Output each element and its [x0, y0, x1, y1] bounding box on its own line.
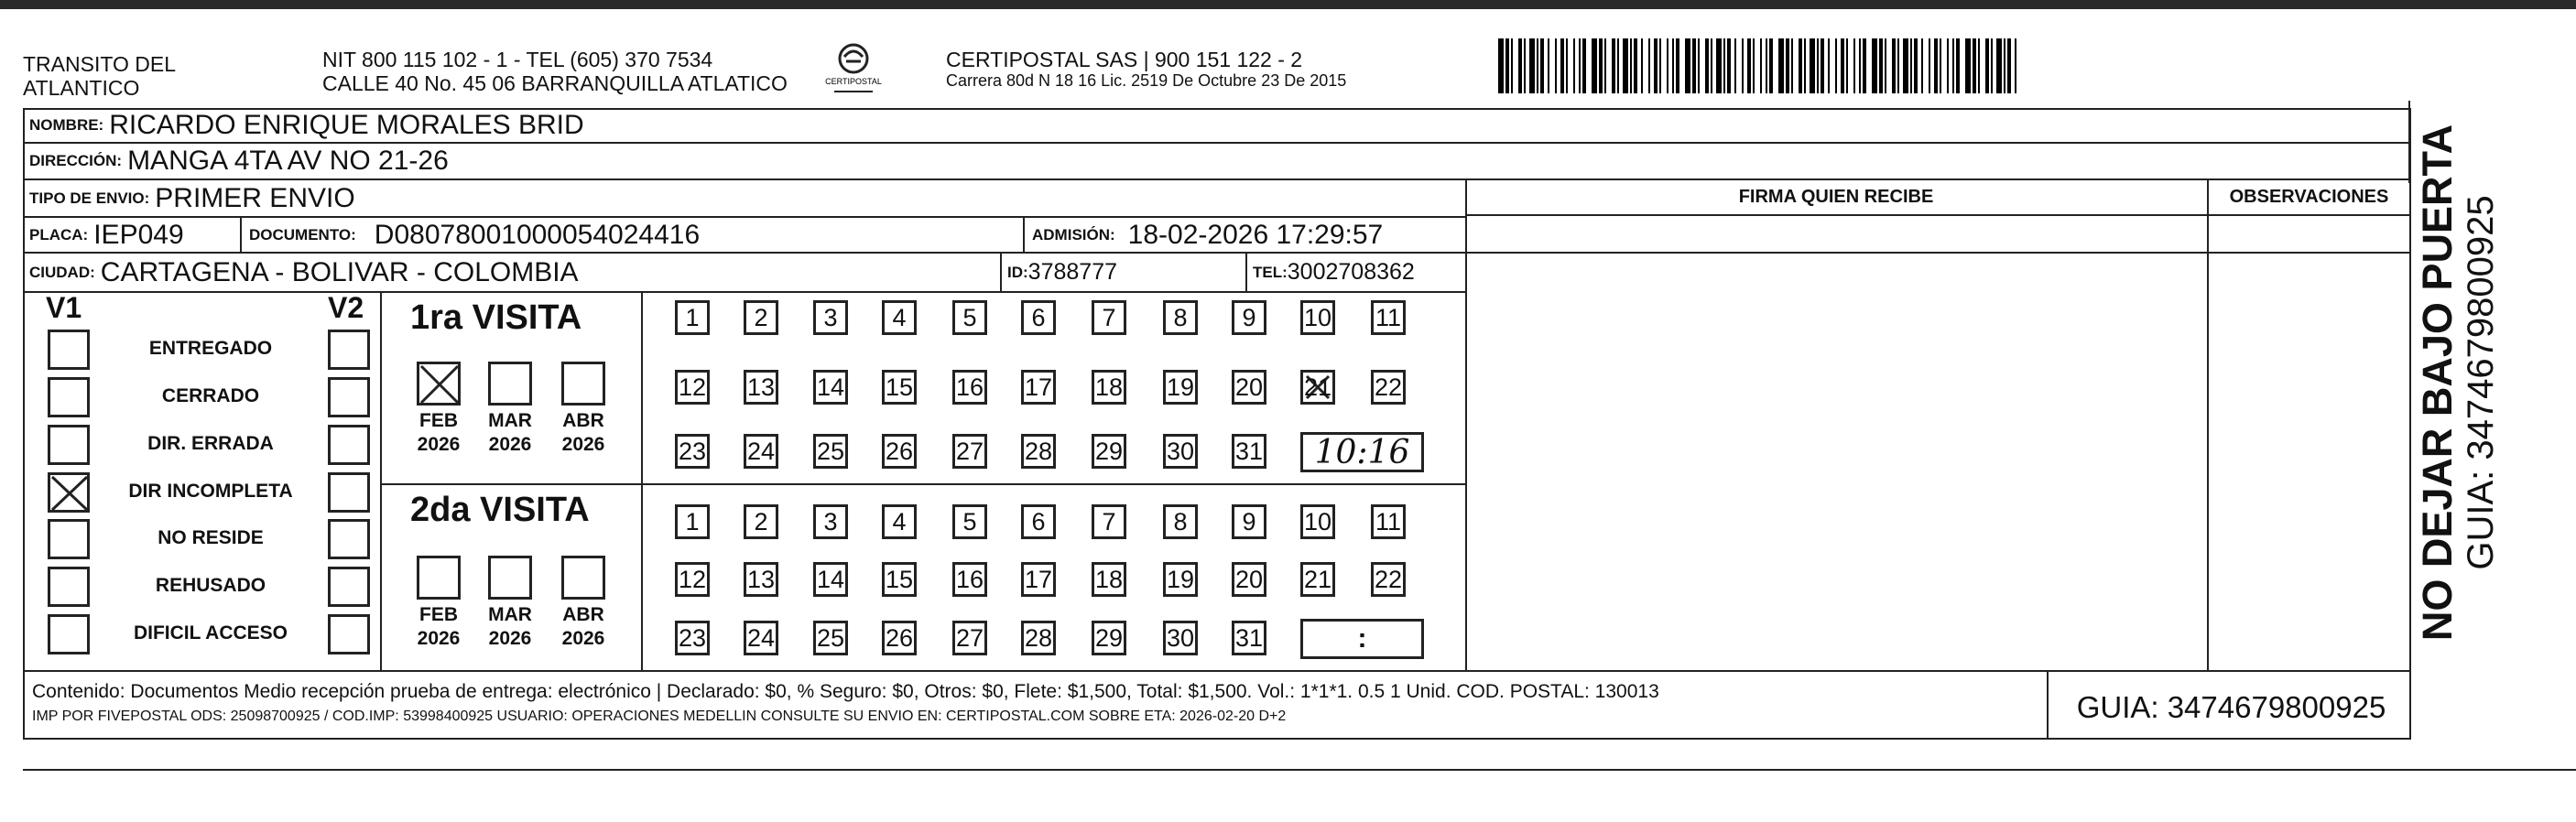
month-checkbox[interactable]	[561, 556, 605, 600]
day-checkbox[interactable]: 1	[675, 300, 710, 335]
day-checkbox[interactable]: 4	[882, 300, 917, 335]
day-checkbox[interactable]: 28	[1021, 621, 1056, 655]
shipment-type-row: TIPO DE ENVIO: PRIMER ENVIO	[29, 182, 355, 213]
month-checkbox[interactable]	[417, 362, 461, 406]
day-checkbox[interactable]: 22	[1371, 562, 1406, 597]
barcode-bar	[1566, 38, 1568, 93]
barcode-bar	[1537, 38, 1538, 93]
day-checkbox[interactable]: 12	[675, 562, 710, 597]
barcode-bar	[1685, 38, 1690, 93]
barcode-bar	[1973, 38, 1976, 93]
barcode-bar	[1947, 38, 1949, 93]
day-checkbox[interactable]: 16	[952, 562, 987, 597]
day-checkbox[interactable]: 15	[882, 562, 917, 597]
barcode-bar	[1910, 38, 1912, 93]
certipostal-logo	[825, 42, 882, 97]
barcode-bar	[1897, 38, 1899, 93]
day-checkbox[interactable]: 25	[813, 621, 848, 655]
plate-field: PLACA: IEP049	[29, 219, 184, 250]
day-checkbox[interactable]: 31	[1232, 621, 1266, 655]
day-checkbox[interactable]: 17	[1021, 562, 1056, 597]
barcode-bar	[1863, 38, 1866, 93]
day-checkbox[interactable]	[1300, 370, 1335, 405]
month-name: ABR	[562, 604, 604, 625]
barcode-bar	[1753, 38, 1755, 93]
barcode-bar	[1879, 38, 1883, 93]
barcode-bar	[1885, 38, 1886, 93]
month-label	[554, 409, 613, 457]
v2-header: V2	[328, 291, 364, 324]
barcode-bar	[1698, 38, 1700, 93]
v2-checkbox[interactable]	[328, 330, 370, 370]
print-info-line: IMP POR FIVEPOSTAL ODS: 25098700925 / COD.IMP: 53998400925 USUARIO: OPERACIONES MEDELLIN CONSULTE SU ENVIO EN: CERTIPOSTAL.COM SOBRE ETA: 2026-02-20 D+2	[32, 708, 1287, 724]
barcode-bar	[1723, 38, 1725, 93]
status-label: DIR INCOMPLETA	[128, 481, 293, 502]
barcode-bar	[1769, 38, 1773, 93]
x-mark-icon	[418, 362, 462, 411]
day-checkbox[interactable]: 8	[1163, 504, 1198, 539]
barcode-bar	[1914, 38, 1918, 93]
day-checkbox[interactable]: 18	[1092, 370, 1126, 405]
barcode-bar	[1654, 38, 1658, 93]
sender-details: NIT 800 115 102 - 1 - TEL (605) 370 7534 CALLE 40 No. 45 06 BARRANQUILLA ATLATICO	[322, 48, 788, 95]
svg-text:CERTIPOSTAL: CERTIPOSTAL	[825, 77, 882, 86]
barcode-bar	[1711, 38, 1712, 93]
day-checkbox[interactable]: 20	[1232, 370, 1266, 405]
x-mark-icon	[49, 473, 91, 518]
barcode-bar	[1846, 38, 1848, 93]
second-visit-time-field[interactable]: :	[1300, 619, 1424, 659]
barcode-bar	[2015, 38, 2016, 93]
month-name: ABR	[562, 410, 604, 431]
observations-area[interactable]	[2209, 217, 2409, 669]
v1-checkbox[interactable]	[48, 614, 90, 654]
barcode-bar	[1604, 38, 1606, 93]
barcode-bar	[2007, 38, 2011, 93]
day-checkbox[interactable]: 26	[882, 434, 917, 469]
v1-checkbox[interactable]	[48, 472, 90, 513]
contents-line: Contenido: Documentos Medio recepción prueba de entrega: electrónico | Declarado: $0, % Seguro: $0, Otros: $0, Flete: $1,500, Total: $1,500. Vol.: 1*1*1. 0.5 1 Unid. COD. POSTAL: 130013	[32, 681, 1659, 702]
barcode-bar	[1573, 38, 1575, 93]
barcode-bar	[1648, 38, 1650, 93]
day-checkbox[interactable]: 14	[813, 370, 848, 405]
v2-checkbox[interactable]	[328, 377, 370, 417]
barcode-bar	[1524, 38, 1526, 93]
observations-column-header: OBSERVACIONES	[2229, 187, 2389, 207]
v2-checkbox[interactable]	[328, 567, 370, 607]
barcode-bar	[1599, 38, 1603, 93]
first-visit-time-field[interactable]: 10:16	[1300, 432, 1424, 472]
barcode-bar	[1835, 38, 1837, 93]
day-checkbox[interactable]: 14	[813, 562, 848, 597]
barcode-bar	[1659, 38, 1661, 93]
day-checkbox[interactable]: 26	[882, 621, 917, 655]
day-checkbox[interactable]: 17	[1021, 370, 1056, 405]
month-checkbox[interactable]	[488, 362, 532, 406]
cut-line	[23, 769, 2576, 771]
barcode-bar	[1985, 38, 1989, 93]
month-year: 2026	[417, 434, 461, 455]
day-checkbox[interactable]: 3	[813, 300, 848, 335]
month-label	[554, 603, 613, 651]
first-visit-title: 1ra VISITA	[410, 298, 582, 337]
day-checkbox[interactable]: 7	[1092, 300, 1126, 335]
barcode-bar	[1617, 38, 1619, 93]
month-year: 2026	[417, 628, 461, 649]
day-checkbox[interactable]: 13	[744, 370, 778, 405]
barcode-bar	[1623, 38, 1628, 93]
document-field: DOCUMENTO: D08078001000054024416	[249, 219, 701, 250]
day-checkbox[interactable]: 4	[882, 504, 917, 539]
day-checkbox[interactable]: 29	[1092, 434, 1126, 469]
footer-guide-number: GUIA: 3474679800925	[2076, 690, 2386, 724]
no-under-door-warning: NO DEJAR BAJO PUERTA	[2414, 124, 2461, 642]
day-checkbox[interactable]: 24	[744, 434, 778, 469]
barcode-bar	[1929, 38, 1930, 93]
month-name: FEB	[419, 604, 458, 625]
day-number: 21	[1303, 373, 1332, 401]
v1-checkbox[interactable]	[48, 425, 90, 465]
day-checkbox[interactable]: 6	[1021, 504, 1056, 539]
day-checkbox[interactable]: 3	[813, 504, 848, 539]
day-checkbox[interactable]: 30	[1163, 434, 1198, 469]
day-checkbox[interactable]: 23	[675, 434, 710, 469]
barcode-bar	[1612, 38, 1615, 93]
admission-field: ADMISIÓN: 18-02-2026 17:29:57	[1032, 219, 1384, 250]
barcode-bar	[1859, 38, 1861, 93]
barcode-bar	[1940, 38, 1941, 93]
month-name: FEB	[419, 410, 458, 431]
v2-checkbox[interactable]	[328, 472, 370, 513]
barcode-bar	[1821, 38, 1824, 93]
barcode-bar	[1727, 38, 1731, 93]
barcode-bar	[1786, 38, 1789, 93]
scan-top-edge	[0, 0, 2576, 9]
status-label: ENTREGADO	[148, 338, 273, 359]
barcode-bar	[1742, 38, 1744, 93]
day-checkbox[interactable]: 23	[675, 621, 710, 655]
month-label	[481, 409, 539, 457]
day-checkbox[interactable]: 27	[952, 621, 987, 655]
month-label	[409, 409, 468, 457]
barcode-bar	[1791, 38, 1793, 93]
barcode-bar	[1934, 38, 1938, 93]
day-checkbox[interactable]: 19	[1163, 562, 1198, 597]
day-checkbox[interactable]: 15	[882, 370, 917, 405]
barcode-bar	[1592, 38, 1597, 93]
day-checkbox[interactable]: 16	[952, 370, 987, 405]
day-checkbox[interactable]: 6	[1021, 300, 1056, 335]
barcode-bar	[1991, 38, 1993, 93]
month-checkbox[interactable]	[488, 556, 532, 600]
day-checkbox[interactable]: 5	[952, 300, 987, 335]
day-checkbox[interactable]: 9	[1232, 504, 1266, 539]
signature-column-header: FIRMA QUIEN RECIBE	[1738, 187, 1934, 207]
month-year: 2026	[561, 434, 605, 455]
day-checkbox[interactable]: 24	[744, 621, 778, 655]
barcode-bar	[1548, 38, 1549, 93]
barcode-bar	[1582, 38, 1586, 93]
day-checkbox[interactable]: 13	[744, 562, 778, 597]
v1-header: V1	[46, 291, 82, 324]
barcode-bar	[1672, 38, 1674, 93]
status-label: DIFICIL ACCESO	[133, 622, 288, 644]
barcode-bar	[1630, 38, 1632, 93]
barcode-bar	[1810, 38, 1815, 93]
day-checkbox[interactable]: 27	[952, 434, 987, 469]
barcode-bar	[1853, 38, 1855, 93]
address-row: DIRECCIÓN: MANGA 4TA AV NO 21-26	[29, 146, 449, 176]
day-checkbox[interactable]: 12	[675, 370, 710, 405]
day-checkbox[interactable]: 22	[1371, 370, 1406, 405]
barcode-bar	[1804, 38, 1806, 93]
barcode-bar	[1579, 38, 1581, 93]
barcode-bar	[1766, 38, 1767, 93]
day-checkbox[interactable]: 11	[1371, 300, 1406, 335]
month-year: 2026	[561, 628, 605, 649]
second-visit-title: 2da VISITA	[410, 491, 590, 529]
month-label	[409, 603, 468, 651]
barcode-bar	[1716, 38, 1722, 93]
barcode-bar	[1817, 38, 1819, 93]
barcode-bar	[1965, 38, 1971, 93]
day-checkbox[interactable]: 20	[1232, 562, 1266, 597]
sender-name: TRANSITO DEL ATLANTICO	[23, 52, 176, 100]
courier-details: CERTIPOSTAL SAS | 900 151 122 - 2 Carrera 80d N 18 16 Lic. 2519 De Octubre 23 De 2015	[946, 48, 1347, 90]
barcode-bar	[1872, 38, 1877, 93]
barcode-bar	[1921, 38, 1923, 93]
barcode-bar	[1505, 38, 1509, 93]
barcode-bar	[1956, 38, 1960, 93]
barcode-bar	[1511, 38, 1513, 93]
month-label	[481, 603, 539, 651]
status-label: REHUSADO	[155, 575, 266, 596]
month-year: 2026	[488, 628, 532, 649]
id-field: ID: 3788777	[1007, 259, 1117, 285]
barcode-bar	[1828, 38, 1830, 93]
day-checkbox[interactable]: 19	[1163, 370, 1198, 405]
barcode-bar	[1641, 38, 1643, 93]
v2-checkbox[interactable]	[328, 519, 370, 559]
day-checkbox[interactable]: 1	[675, 504, 710, 539]
name-row: NOMBRE: RICARDO ENRIQUE MORALES BRID	[29, 109, 584, 140]
barcode-bar	[1518, 38, 1522, 93]
barcode-bar	[1676, 38, 1679, 93]
day-checkbox[interactable]: 21	[1300, 562, 1335, 597]
city-field: CIUDAD: CARTAGENA - BOLIVAR - COLOMBIA	[29, 256, 579, 287]
barcode-bar	[1692, 38, 1696, 93]
barcode-bar	[1667, 38, 1668, 93]
barcode-bar	[1540, 38, 1544, 93]
day-checkbox[interactable]: 18	[1092, 562, 1126, 597]
barcode-bar	[1529, 38, 1535, 93]
barcode	[1498, 38, 2018, 93]
status-label: CERRADO	[161, 385, 260, 406]
day-checkbox[interactable]: 29	[1092, 621, 1126, 655]
day-checkbox[interactable]: 2	[744, 504, 778, 539]
barcode-bar	[1555, 38, 1557, 93]
month-name: MAR	[488, 410, 532, 431]
signature-area[interactable]	[1467, 217, 2205, 669]
day-checkbox[interactable]: 31	[1232, 434, 1266, 469]
v2-checkbox[interactable]	[328, 614, 370, 654]
day-checkbox[interactable]: 25	[813, 434, 848, 469]
tel-field: TEL: 3002708362	[1253, 259, 1415, 285]
day-checkbox[interactable]: 10	[1300, 300, 1335, 335]
side-panel	[2412, 108, 2504, 657]
day-checkbox[interactable]: 10	[1300, 504, 1335, 539]
month-year: 2026	[488, 434, 532, 455]
v1-checkbox[interactable]	[48, 567, 90, 607]
month-name: MAR	[488, 604, 532, 625]
day-checkbox[interactable]: 8	[1163, 300, 1198, 335]
barcode-bar	[1841, 38, 1844, 93]
v2-checkbox[interactable]	[328, 425, 370, 465]
barcode-bar	[1734, 38, 1736, 93]
status-label: NO RESIDE	[158, 527, 264, 548]
v1-checkbox[interactable]	[48, 377, 90, 417]
day-checkbox[interactable]: 7	[1092, 504, 1126, 539]
barcode-bar	[1892, 38, 1896, 93]
side-guide-number: GUIA: 3474679800925	[2461, 195, 2501, 570]
day-checkbox[interactable]: 2	[744, 300, 778, 335]
barcode-bar	[1747, 38, 1751, 93]
day-checkbox[interactable]: 11	[1371, 504, 1406, 539]
barcode-bar	[1705, 38, 1709, 93]
month-checkbox[interactable]	[417, 556, 461, 600]
v1-checkbox[interactable]	[48, 330, 90, 370]
barcode-bar	[1996, 38, 2002, 93]
barcode-bar	[1978, 38, 1980, 93]
v1-checkbox[interactable]	[48, 519, 90, 559]
day-checkbox[interactable]: 5	[952, 504, 987, 539]
day-checkbox[interactable]: 28	[1021, 434, 1056, 469]
barcode-bar	[1778, 38, 1784, 93]
day-checkbox[interactable]: 9	[1232, 300, 1266, 335]
barcode-bar	[1498, 38, 1504, 93]
barcode-bar	[2004, 38, 2005, 93]
barcode-bar	[1799, 38, 1802, 93]
status-label: DIR. ERRADA	[147, 433, 274, 454]
barcode-bar	[1952, 38, 1954, 93]
day-checkbox[interactable]: 30	[1163, 621, 1198, 655]
barcode-bar	[1634, 38, 1637, 93]
barcode-bar	[1903, 38, 1908, 93]
barcode-bar	[1560, 38, 1564, 93]
month-checkbox[interactable]	[561, 362, 605, 406]
barcode-bar	[1760, 38, 1762, 93]
